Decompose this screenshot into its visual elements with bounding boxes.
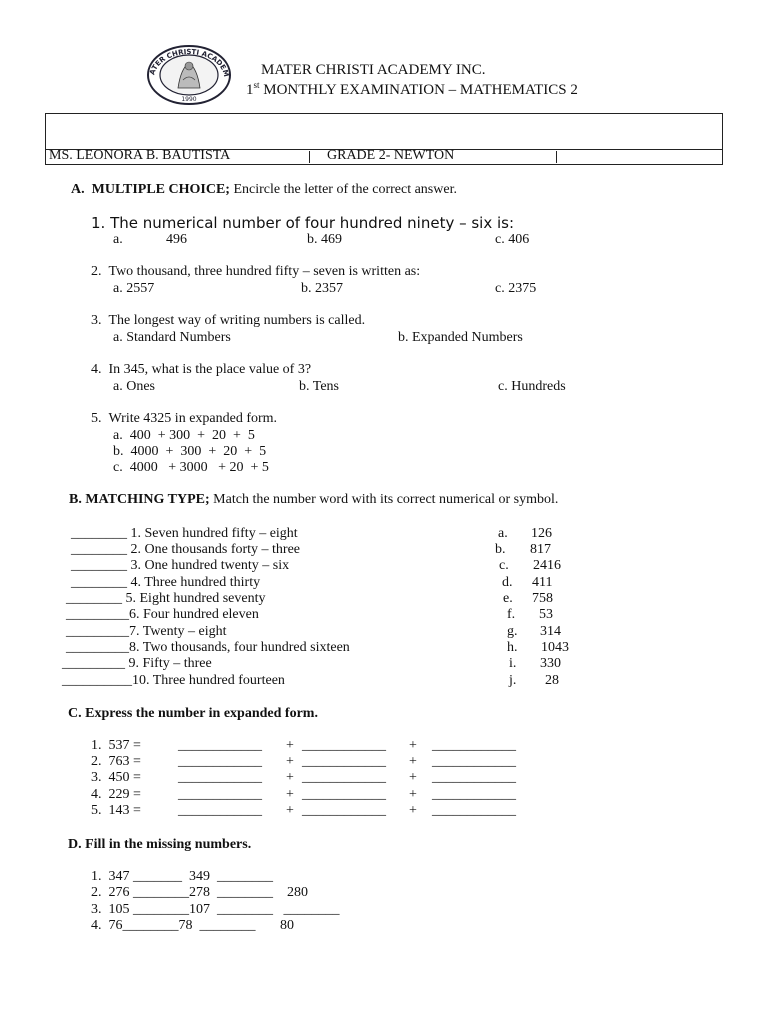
expanded-number: 1. 537 =: [91, 738, 141, 753]
q5-option-b: b. 4000 + 300 + 20 + 5: [113, 444, 267, 459]
q1-option-b: b. 469: [307, 232, 342, 247]
header-blank-row: [45, 113, 723, 150]
q3-option-b: b. Expanded Numbers: [398, 330, 523, 345]
header-divider-2: [556, 151, 557, 163]
section-b-title: MATCHING TYPE;: [85, 492, 210, 507]
answer-value: 28: [545, 673, 559, 688]
q1-option-a: a.: [113, 232, 123, 247]
exam-number: 1: [246, 82, 254, 98]
q1-option-a-value: 496: [166, 232, 187, 247]
question-3: 3. The longest way of writing numbers is called.: [91, 313, 366, 328]
answer-value: 314: [540, 624, 561, 639]
plus-sign: +: [286, 754, 294, 769]
grade-section: GRADE 2- NEWTON: [327, 148, 455, 163]
section-a-title: MULTIPLE CHOICE;: [91, 182, 230, 197]
plus-sign: +: [286, 770, 294, 785]
plus-sign: +: [286, 787, 294, 802]
expanded-number: 4. 229 =: [91, 787, 141, 802]
q3-option-a: a. Standard Numbers: [113, 330, 231, 345]
q2-option-b: b. 2357: [301, 281, 343, 296]
plus-sign: +: [286, 738, 294, 753]
matching-item: _________8. Two thousands, four hundred sixteen: [66, 640, 350, 655]
plus-sign: +: [409, 787, 417, 802]
matching-item: _________7. Twenty – eight: [66, 624, 227, 639]
section-a-instruction: Encircle the letter of the correct answer.: [229, 182, 457, 197]
answer-blank: ____________: [302, 803, 386, 818]
answer-value: 1043: [541, 640, 569, 655]
plus-sign: +: [409, 770, 417, 785]
answer-letter: e.: [503, 591, 513, 606]
q2-option-c: c. 2375: [495, 281, 537, 296]
matching-item: ________ 1. Seven hundred fifty – eight: [71, 526, 298, 541]
teacher-name: MS. LEONORA B. BAUTISTA: [49, 148, 231, 163]
answer-letter: f.: [507, 607, 516, 622]
plus-sign: +: [409, 738, 417, 753]
matching-item: ________ 5. Eight hundred seventy: [66, 591, 266, 606]
q4-option-c: c. Hundreds: [498, 379, 566, 394]
answer-letter: a.: [498, 526, 508, 541]
section-a-letter: A.: [71, 182, 85, 197]
q4-option-a: a. Ones: [113, 379, 155, 394]
missing-numbers-row: 4. 76________78 ________ 80: [91, 918, 294, 933]
answer-blank: ____________: [302, 770, 386, 785]
answer-blank: ____________: [432, 787, 516, 802]
answer-blank: ____________: [302, 787, 386, 802]
section-c-heading: C. Express the number in expanded form.: [68, 706, 318, 721]
question-1: 1. The numerical number of four hundred ninety – six is:: [91, 214, 515, 232]
question-2: 2. Two thousand, three hundred fifty – seven is written as:: [91, 264, 421, 279]
answer-letter: b.: [495, 542, 506, 557]
section-b-heading: [69, 492, 558, 508]
section-d-heading: D. Fill in the missing numbers.: [68, 837, 252, 852]
answer-blank: ____________: [432, 754, 516, 769]
answer-letter: j.: [509, 673, 517, 688]
matching-item: __________10. Three hundred fourteen: [62, 673, 285, 688]
question-4: 4. In 345, what is the place value of 3?: [91, 362, 312, 377]
expanded-number: 3. 450 =: [91, 770, 141, 785]
answer-blank: ____________: [178, 787, 262, 802]
missing-numbers-row: 2. 276 ________278 ________ 280: [91, 885, 308, 900]
answer-value: 330: [540, 656, 561, 671]
header-divider-1: [309, 151, 310, 163]
answer-blank: ____________: [302, 738, 386, 753]
matching-item: ________ 4. Three hundred thirty: [71, 575, 261, 590]
exam-title: [246, 80, 578, 99]
matching-item: ________ 2. One thousands forty – three: [71, 542, 301, 557]
answer-value: 758: [532, 591, 553, 606]
missing-numbers-row: 1. 347 _______ 349 ________: [91, 869, 273, 884]
answer-value: 2416: [533, 558, 561, 573]
matching-item: _________ 9. Fifty – three: [62, 656, 212, 671]
expanded-number: 5. 143 =: [91, 803, 141, 818]
answer-value: 126: [531, 526, 552, 541]
answer-blank: ____________: [432, 803, 516, 818]
missing-numbers-row: 3. 105 ________107 ________ ________: [91, 902, 340, 917]
answer-blank: ____________: [302, 754, 386, 769]
q2-option-a: a. 2557: [113, 281, 155, 296]
question-5: 5. Write 4325 in expanded form.: [91, 411, 278, 426]
answer-value: 411: [532, 575, 553, 590]
matching-item: ________ 3. One hundred twenty – six: [71, 558, 290, 573]
logo-text: ATER CHRISTI ACADEM: [148, 47, 231, 78]
section-a-heading: [71, 182, 457, 198]
logo-year: 1990: [181, 96, 197, 103]
answer-letter: d.: [502, 575, 513, 590]
answer-letter: c.: [499, 558, 509, 573]
q1-option-c: c. 406: [495, 232, 530, 247]
matching-item: _________6. Four hundred eleven: [66, 607, 259, 622]
school-logo: [146, 44, 232, 106]
answer-blank: ____________: [178, 754, 262, 769]
answer-blank: ____________: [432, 738, 516, 753]
answer-letter: h.: [507, 640, 518, 655]
school-name: MATER CHRISTI ACADEMY INC.: [261, 62, 486, 78]
answer-value: 53: [539, 607, 553, 622]
exam-subject: MONTHLY EXAMINATION – MATHEMATICS 2: [259, 82, 578, 98]
answer-letter: i.: [509, 656, 517, 671]
answer-blank: ____________: [178, 770, 262, 785]
q5-option-a: a. 400 + 300 + 20 + 5: [113, 428, 255, 443]
section-b-letter: B.: [69, 492, 82, 507]
plus-sign: +: [409, 754, 417, 769]
answer-value: 817: [530, 542, 551, 557]
expanded-number: 2. 763 =: [91, 754, 141, 769]
exam-number-suffix: st: [253, 80, 260, 90]
q5-option-c: c. 4000 + 3000 + 20 + 5: [113, 460, 269, 475]
answer-letter: g.: [507, 624, 518, 639]
section-b-instruction: Match the number word with its correct numerical or symbol.: [209, 492, 559, 507]
answer-blank: ____________: [178, 803, 262, 818]
q4-option-b: b. Tens: [299, 379, 339, 394]
answer-blank: ____________: [178, 738, 262, 753]
plus-sign: +: [409, 803, 417, 818]
plus-sign: +: [286, 803, 294, 818]
answer-blank: ____________: [432, 770, 516, 785]
